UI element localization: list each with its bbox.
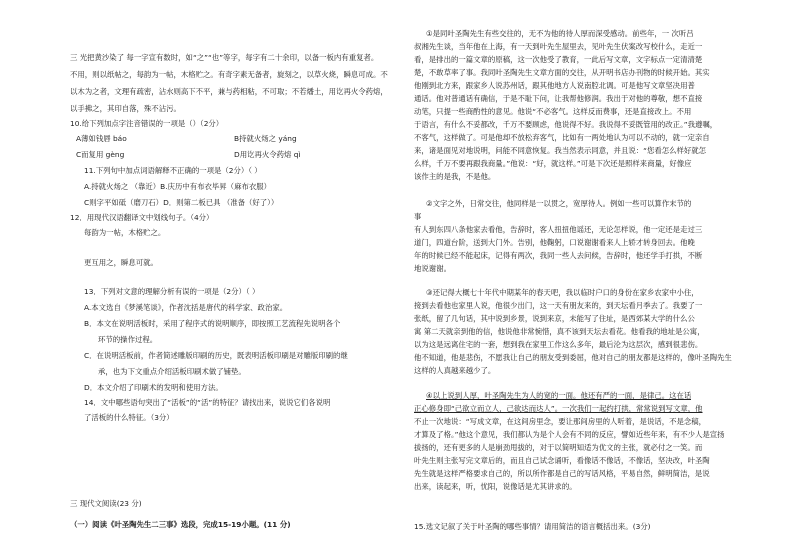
p4-line-underlined: ④以上说到人厚，叶圣陶先生为人的宽的一面。他还有严的一面，是律己。这在话 [426, 391, 692, 400]
q12-sentence-1: 每韵为一帖，木格贮之。 [84, 228, 166, 237]
p4-line: 先生就是这样严格要求自己的，所以所作都是自己的写话风格，平易自然，鲜明简洁，是说 [414, 469, 710, 478]
p3-line: 以为这是远离住宅的一套，想到我在家里工作这么多年，最后沦为这层次，感到很悲伤。 [414, 340, 703, 349]
p1-line: 楚，不敢草率了事。我同叶圣陶先生文章方面的交往，从开明书店办刊物的时候开始。其实 [414, 68, 710, 77]
p4-line-underlined: 正心修身即“己欲立而立人，己欲达而达人”。一次我们一起约打拱，常常说到写文章，他 [414, 404, 703, 413]
p2-line: 年的时候已经不能起床，记得有两次，我同一些人去问候，告辞时，他还学手打拱，不断 [414, 251, 703, 260]
p2-line: 事 [414, 212, 422, 221]
p3-line: 寓 第二天就亲到他的信，他说他非常惋惜，真不该到天坛去看花。他看我的地址是公寓， [414, 327, 705, 336]
p1-line: 于语言，有什么不妥都改，千万不要顾虑，他说得不好。我说得不妥既管用的改正。”我遵嘱， [414, 120, 718, 129]
q13-option-c: C．在说明活板前，作者简述雕版印刷的历史，既表明活板印刷是对雕版印刷的继 [84, 351, 348, 360]
p4-line: 才算及了格。”他这个意见，我们都认为是个人会有不同的反应，譬如近些年来，有不少人是宣扬 [414, 430, 725, 439]
q13-option-b: B．本文在说明活板时，采用了程序式的说明顺序，即按照工艺流程先说明各个 [84, 319, 341, 328]
p3-line: 张纸，留了几句话，其中说到乡景，说到来京，未能写了住址，是西郊某大学的什么公 [414, 314, 695, 323]
q12-sentence-2: 更互用之，瞬息可就。 [84, 258, 158, 267]
p1-line: 动笔，只提一些商酌性的意见。他说“不必客气。这样反而费事，还是直接改上。不用 [414, 107, 692, 116]
q13-option-b-cont: 环节的操作过程。 [98, 335, 158, 344]
passage-line: 以手拂之，其印自落，殊不沾污。 [70, 104, 181, 113]
p3-line: 这样的人真越来越少了。 [414, 366, 496, 375]
p2-line: 地说谢谢。 [414, 264, 451, 273]
p1-line: 通话。他对普通话有确信，于是不耻下问，让我帮他修润。我出于对他的尊敬，想不直接 [414, 94, 703, 103]
p1-line: 不客气，这样做了。可是他却不放松弃客气，比如有一两处地认为可以不动的，就一定亲自 [414, 133, 710, 142]
section-heading: 三 现代文阅读(23 分) [70, 499, 142, 508]
p4-line: 叶先生则主张写完文章后的，而且自己试念诵听，看像话不像话，不像话，坚决改，叶圣陶 [414, 456, 710, 465]
q10-stem: 10.给下列加点字注音错误的一项是（）（2分） [70, 119, 224, 128]
q11-options-cd: C则字平如砥（磨刀石）D．则第二板已具 （准备（好了）） [84, 198, 279, 207]
q15-stem: 15.选文记叙了关于叶圣陶的哪些事情？请用简洁的语言概括出来。(3分) [414, 522, 651, 531]
p1-line: 他刚到北方来，跟家乡人说苏州话，跟其他地方人说南腔北调。可是他写文章坚决用普 [414, 81, 695, 90]
p1-line: 叔湘先生谈，当年他在上海，有一天到叶先生屋里去，见叶先生伏案改写校什么，走近一 [414, 42, 703, 51]
p3-line: 他不知道，他是悲伤，不愿我让自己的朋友受到委屈，他对自己的朋友都是这样的，像叶圣陶先生 [414, 353, 732, 362]
q13-option-a: A.本文选自《梦溪笔谈》，作者沈括是唐代的科学家、政治家。 [84, 303, 288, 312]
p2-line: 道门，四道台阶，送到大门外。告别，他鞠躬，口说谢谢看来人上轿才转身回去。他晚 [414, 238, 695, 247]
q10-option-b: B持就火炀之 yáng [234, 134, 297, 143]
p1-line: 来，诸是面见对地说明，问能不同意恢复。我当然表示同意，并且说：“您看怎么样好就怎 [414, 146, 707, 155]
passage-line: 不用，则以纸帖之，每韵为一帖，木格贮之。有奇字素无备者，旋刻之，以草火烧，瞬息可成。不 [70, 70, 388, 79]
q13-option-c-cont: 承，也为下文重点介绍活板印刷术做了铺垫。 [98, 367, 246, 376]
passage-line: 以木为之者，文理有疏密，沾水则高下不平，兼与药相粘，不可取；不若燔土，用讫再火令药熔， [70, 87, 388, 96]
p4-line: 拔扬的，还有更多的人是崩劲甩拔的，对于以简明知适为优文的主张，就必付之一笑。而 [414, 443, 703, 452]
q14-stem: 14．文中哪些语句突出了“活板”的“活”的特征？请找出来，说说它们各说明 [84, 398, 331, 407]
p4-line: 不止一次地说：“写成文章，在这间房里念，要让那间房里的人听着，是说话，不是念稿， [414, 417, 707, 426]
p1-line: 么样，千万不要再跟我商量。”他说：“好，就这样。”可是下次还是照样来商量，好像应 [414, 159, 692, 168]
q11-stem: 11.下列句中加点词语解释不正确的一项是（2分）（ ） [84, 166, 262, 175]
p3-line: 接到去看他也家里人说，他很少出门，这一天有朋友来的，到天坛看月季去了。我要了一 [414, 301, 703, 310]
q10-option-a: A薄如钱唇 báo [76, 134, 127, 143]
p2-line: ②文字之外，日常交往，他同样是一以贯之，宽厚待人。例如一些可以算作末节的 [426, 199, 692, 208]
q11-options-ab: A.持就火炀之 （靠近）B.庆历中有布衣毕昇（麻布衣服） [84, 182, 272, 191]
q10-option-d: D用讫再火令药熔 qì [234, 150, 301, 159]
q14-stem-cont: 了活板的什么特征。（3分） [84, 413, 174, 422]
q12-stem: 12．用现代汉语翻译文中划线句子。（4分） [70, 213, 214, 222]
p1-line: 该作主的是我，不是他。 [414, 172, 496, 181]
p1-line: ①是同叶圣陶先生有些交往的，无不为他的待人厚而深受感动。前些年，一 次听吕 [426, 29, 694, 38]
p3-line: ③还记得大概七十年代中期某年的春天吧，我以临时户口的身份在家乡农家中小住， [426, 288, 699, 297]
q13-stem: 13．下列对文意的理解分析有误的一项是（2分）（ ） [84, 287, 260, 296]
subsection-heading: （一）阅读《叶圣陶先生二三事》选段，完成15-19小题。(11 分) [70, 520, 291, 529]
q10-option-c: C而复用 gèng [76, 150, 125, 159]
p4-line: 出来，读起来，听，忧阳，说像话是尤其讲求的。 [414, 482, 577, 491]
p2-line: 有人到东四八条他家去看他，告辞时，客人扭扭他谣还，无论怎样说，他一定还是走过三 [414, 225, 703, 234]
p1-line: 看，是排出的一篇文章的原稿，这一次他受了教育，一此后写文章，文字标点一定清清楚 [414, 55, 703, 64]
q13-option-d: D．本文介绍了印刷术的发明和使用方法。 [84, 383, 223, 392]
passage-line: 三 光把黄沙染了 每一字宣有数时，如“之”“也”等字，每字有二十余印，以备一板内有重复者。 [70, 53, 379, 62]
